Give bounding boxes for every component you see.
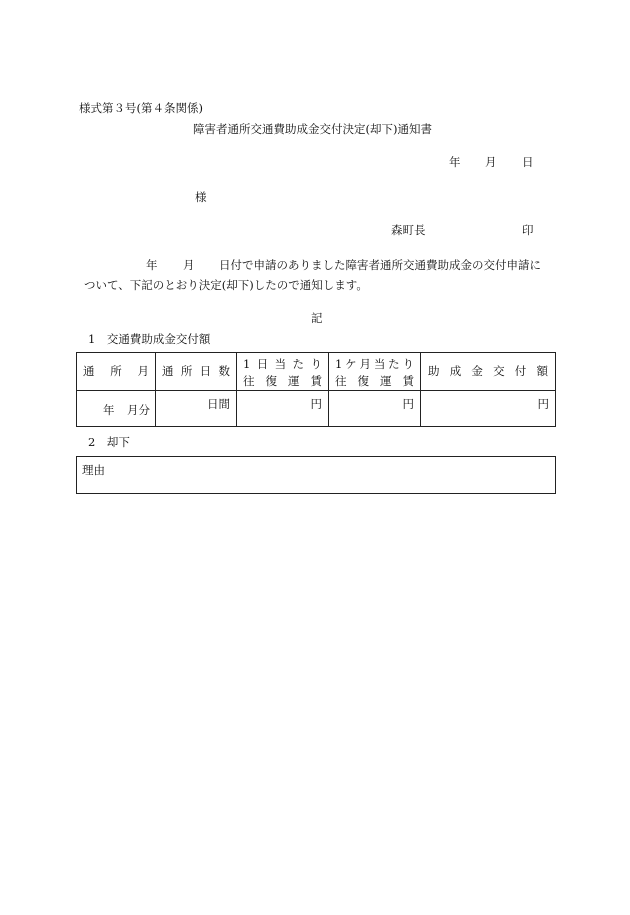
cell-commute-month	[77, 391, 156, 426]
header-char: 賃	[402, 374, 414, 388]
header-commute-days-label	[162, 366, 230, 378]
cell-per-month-fare	[329, 391, 421, 426]
cell-month-label: 月分	[127, 403, 150, 417]
header-commute-days	[156, 353, 237, 391]
header-char: 通	[162, 364, 174, 378]
header-char: 月	[359, 357, 371, 371]
header-char: 成	[449, 364, 462, 378]
record-mark: 記	[311, 311, 323, 325]
grant-amount-table	[76, 352, 556, 427]
header-char: 復	[265, 374, 277, 388]
header-char: 額	[536, 364, 548, 378]
body-month-label: 月	[183, 258, 195, 272]
header-char: 運	[380, 374, 392, 388]
header-char: 交	[493, 364, 505, 378]
body-year-label: 年	[146, 258, 158, 272]
header-char: 日	[256, 357, 269, 371]
header-char: り	[310, 357, 322, 371]
header-per-month-line2	[335, 376, 414, 388]
header-per-day-line2	[243, 376, 322, 388]
header-char: 所	[180, 364, 193, 378]
header-char: 通	[83, 364, 95, 378]
header-grant-amount	[421, 353, 555, 391]
form-number: 様式第３号(第４条関係)	[79, 101, 203, 115]
reason-label: 理由	[82, 463, 105, 477]
reason-box	[76, 456, 556, 494]
body-text-line1: 日付で申請のありました障害者通所交通費助成金の交付申請に	[219, 258, 541, 272]
header-char: 数	[218, 364, 230, 378]
header-char: 助	[428, 364, 440, 378]
cell-days-unit: 日間	[207, 397, 230, 411]
header-char: 日	[199, 364, 212, 378]
header-char: ケ	[345, 357, 357, 371]
header-per-day-fare	[237, 353, 329, 391]
header-commute-month	[77, 353, 156, 391]
cell-commute-days	[156, 391, 237, 426]
header-char: 月	[137, 364, 149, 378]
header-char: 復	[357, 374, 369, 388]
header-grant-amount-label	[428, 366, 548, 378]
cell-per-day-fare	[237, 391, 329, 426]
date-day-label: 日	[522, 155, 534, 169]
header-char: 金	[471, 364, 483, 378]
header-commute-month-label	[83, 366, 149, 378]
date-year-label: 年	[449, 155, 461, 169]
section2-title: 2 却下	[88, 435, 130, 449]
cell-per-day-unit: 円	[310, 397, 322, 411]
header-char: 往	[243, 374, 255, 388]
cell-grant-unit: 円	[537, 397, 549, 411]
header-char: 当	[373, 357, 386, 371]
header-per-day-line1	[243, 359, 322, 371]
header-char: 付	[514, 364, 527, 378]
date-month-label: 月	[485, 155, 497, 169]
addressee-suffix: 様	[195, 190, 207, 204]
header-char: 往	[335, 374, 347, 388]
header-char: 賃	[310, 374, 322, 388]
header-per-month-line1	[335, 359, 414, 371]
header-char: 1	[243, 357, 251, 371]
document-title: 障害者通所交通費助成金交付決定(却下)通知書	[193, 122, 432, 136]
cell-per-month-unit: 円	[402, 397, 414, 411]
header-char: た	[388, 357, 400, 371]
header-char: 運	[288, 374, 300, 388]
issuer-name: 森町長	[391, 223, 426, 237]
body-text-line2: ついて、下記のとおり決定(却下)したので通知します。	[84, 278, 368, 292]
header-per-month-fare	[329, 353, 421, 391]
cell-grant-amount	[421, 391, 555, 426]
header-char: 当	[274, 357, 287, 371]
header-char: り	[402, 357, 414, 371]
header-char: 1	[335, 357, 343, 371]
cell-year-label: 年	[103, 403, 115, 417]
seal-mark: 印	[522, 223, 534, 237]
section1-title: 1 交通費助成金交付額	[88, 332, 211, 346]
header-char: 所	[110, 364, 122, 378]
header-char: た	[292, 357, 305, 371]
